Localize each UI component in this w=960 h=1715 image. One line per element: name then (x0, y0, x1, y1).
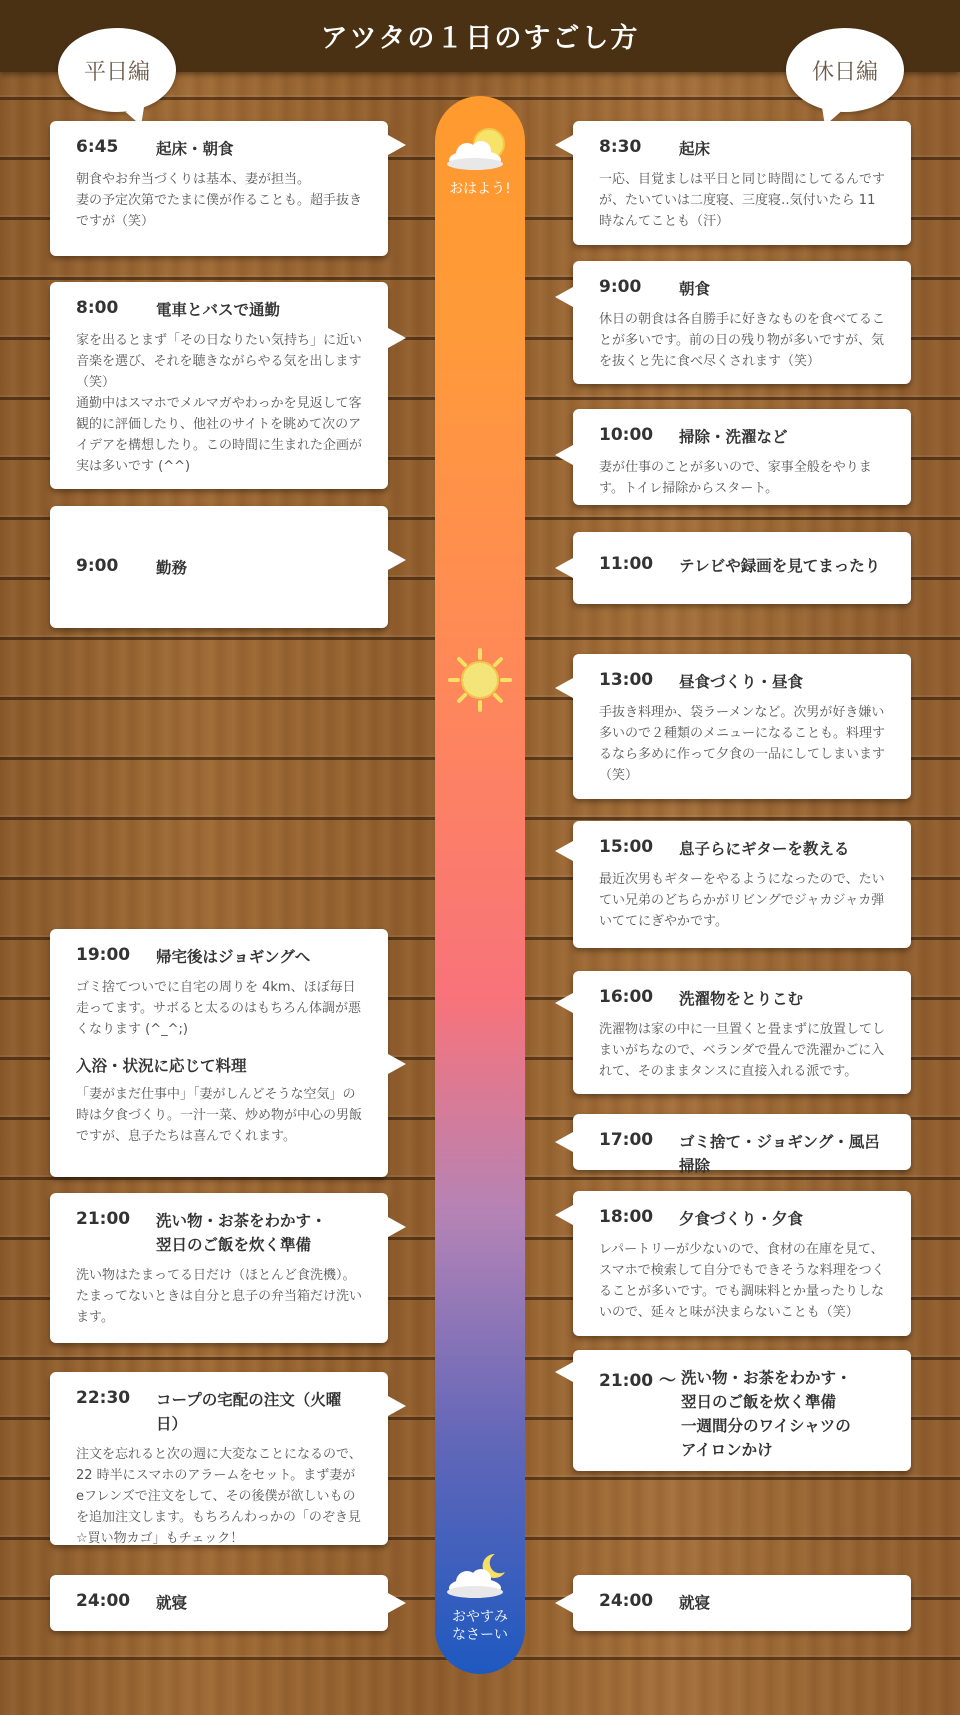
card-heading: 昼食づくり・昼食 (679, 673, 804, 691)
card-heading: 洗い物・お茶をわかす・ 翌日のご飯を炊く準備 (156, 1212, 327, 1254)
card-time: 16:00 (599, 987, 654, 1007)
card-heading: 勤務 (156, 559, 188, 577)
card-time: 15:00 (599, 837, 654, 857)
holiday-card-1700 (573, 1114, 911, 1175)
card-heading: 掃除・洗濯など (679, 428, 788, 446)
night-greeting-2: なさーい (452, 1627, 508, 1643)
sun-icon (435, 648, 525, 716)
weekday-card-2400 (50, 1575, 388, 1631)
card-time: 6:45 (76, 137, 119, 157)
weekday-label: 平日編 (83, 59, 150, 85)
page-title: アツタの１日のすごし方 (320, 23, 640, 54)
weekday-card-2230 (50, 1372, 388, 1545)
card-description: 妻が仕事のことが多いので、家事全般をやります。トイレ掃除からスタート。 (599, 460, 872, 496)
weekday-card-0645 (50, 121, 388, 256)
holiday-card-1300 (573, 654, 911, 799)
card-description: 朝食やお弁当づくりは基本、妻が担当。 妻の予定次第でたまに僕が作ることも。超手抜きですが（笑） (76, 172, 363, 229)
card-time: 13:00 (599, 670, 654, 690)
cloud-sun-icon (435, 124, 525, 198)
card-heading: テレビや録画を見てまったり (679, 557, 881, 575)
card-time: 11:00 (599, 554, 654, 574)
card-heading: 帰宅後はジョギングへ (156, 948, 311, 966)
card-heading: 夕食づくり・夕食 (679, 1210, 804, 1228)
card-heading: コープの宅配の注文（火曜日） (156, 1391, 342, 1433)
holiday-card-1000 (573, 409, 911, 505)
card-heading: 息子らにギターを教える (679, 840, 850, 858)
night-greeting-1: おやすみ (452, 1609, 508, 1625)
card-description: レパートリーが少ないので、食材の在庫を見て、スマホで検索して自分でもできそうな料理をつくることが多いです。でも調味料とか量ったりしないので、延々と味が決まらないことも（笑） (599, 1242, 885, 1320)
holiday-label-bubble (786, 28, 904, 112)
card-time: 22:30 (76, 1388, 131, 1408)
card-description: 注文を忘れると次の週に大変なことになるので、22 時半にスマホのアラームをセット。まず妻がeフレンズで注文をして、その後僕が欲しいものを追加注文します。もちろんわっかの「のぞき見☆買い物カゴ」もチェック！ (76, 1447, 362, 1546)
card-sub-description: 「妻がまだ仕事中」「妻がしんどそうな空気」の時は夕食づくり。一汁一菜、炒め物が中心の男飯ですが、息子たちは喜んでくれます。 (76, 1087, 363, 1144)
card-heading: 起床 (679, 140, 711, 158)
holiday-card-1800 (573, 1191, 911, 1336)
card-time: 18:00 (599, 1207, 654, 1227)
card-heading: 朝食 (679, 280, 711, 298)
card-description: ゴミ捨てついでに自宅の周りを 4km、ほぼ毎日走ってます。サボると太るのはもちろん体調が悪くなります (^_^;) (76, 980, 361, 1037)
card-time: 24:00 (599, 1591, 654, 1611)
holiday-card-1500 (573, 821, 911, 948)
card-heading: 起床・朝食 (156, 140, 234, 158)
holiday-label: 休日編 (811, 59, 878, 85)
card-time: 24:00 (76, 1591, 131, 1611)
card-time: 8:00 (76, 298, 119, 318)
holiday-card-0900 (573, 261, 911, 384)
holiday-card-1600 (573, 971, 911, 1094)
timeline-bar (435, 96, 525, 1674)
card-time: 21:00 (76, 1209, 131, 1229)
card-heading: 就寝 (156, 1594, 188, 1612)
holiday-card-0830 (573, 121, 911, 245)
card-description: 最近次男もギターをやるようになったので、たいてい兄弟のどちらかがリビングでジャカジャカ弾いててにぎやかです。 (599, 872, 885, 929)
card-heading: 就寝 (679, 1594, 711, 1612)
card-description: 洗い物はたまってる日だけ（ほとんど食洗機）。たまってないときは自分と息子の弁当箱だけ洗います。 (76, 1268, 363, 1325)
card-description: 休日の朝食は各自勝手に好きなものを食べてることが多いです。前の日の残り物が多いですが、気を抜くと先に食べ尽くされます（笑） (599, 312, 886, 369)
weekday-card-2100 (50, 1193, 388, 1343)
card-time: 9:00 (599, 277, 642, 297)
card-heading: 洗い物・お茶をわかす・ 翌日のご飯を炊く準備 一週間分のワイシャツの アイロンかけ (681, 1369, 852, 1459)
card-description: 洗濯物は家の中に一旦置くと畳まずに放置してしまいがちなので、ベランダで畳んで洗濯かごに入れて、そのままタンスに直接入れる派です。 (599, 1022, 886, 1079)
morning-greeting: おはよう! (449, 181, 511, 197)
holiday-card-1100 (573, 532, 911, 604)
weekday-card-1900 (50, 929, 388, 1177)
card-time: 10:00 (599, 425, 654, 445)
card-subheading: 入浴・状況に応じて料理 (76, 1057, 247, 1075)
card-description: 手抜き料理か、袋ラーメンなど。次男が好き嫌い多いので２種類のメニューになることも。料理するなら多めに作って夕食の一品にしてしまいます（笑） (599, 705, 886, 783)
weekday-card-0900 (50, 506, 388, 628)
moon-cloud-icon (435, 1548, 525, 1644)
card-heading: 電車とバスで通勤 (156, 301, 281, 319)
holiday-card-2100 (573, 1350, 911, 1471)
weekday-card-0800 (50, 282, 388, 489)
card-description: 家を出るとまず「その日なりたい気持ち」に近い音楽を選び、それを聴きながらやる気を出します（笑） 通勤中はスマホでメルマガやわっかを見返して客観的に評価したり、他社のサイトを眺めて次のアイデアを構想したり。この時間に生まれた企画が実は多いです (^^) (76, 333, 363, 474)
card-time: 17:00 (599, 1130, 654, 1150)
card-description: 一応、目覚ましは平日と同じ時間にしてるんですが、たいていは二度寝、三度寝‥気付いたら 11 時なんてことも（汗） (599, 172, 886, 229)
card-heading: 洗濯物をとりこむ (679, 990, 804, 1008)
weekday-label-bubble (58, 28, 176, 112)
card-time: 21:00 ～ (599, 1371, 677, 1391)
card-time: 19:00 (76, 945, 131, 965)
card-time: 8:30 (599, 137, 642, 157)
card-time: 9:00 (76, 556, 119, 576)
holiday-card-2400 (573, 1575, 911, 1631)
card-heading: ゴミ捨て・ジョギング・風呂掃除 (679, 1133, 880, 1175)
